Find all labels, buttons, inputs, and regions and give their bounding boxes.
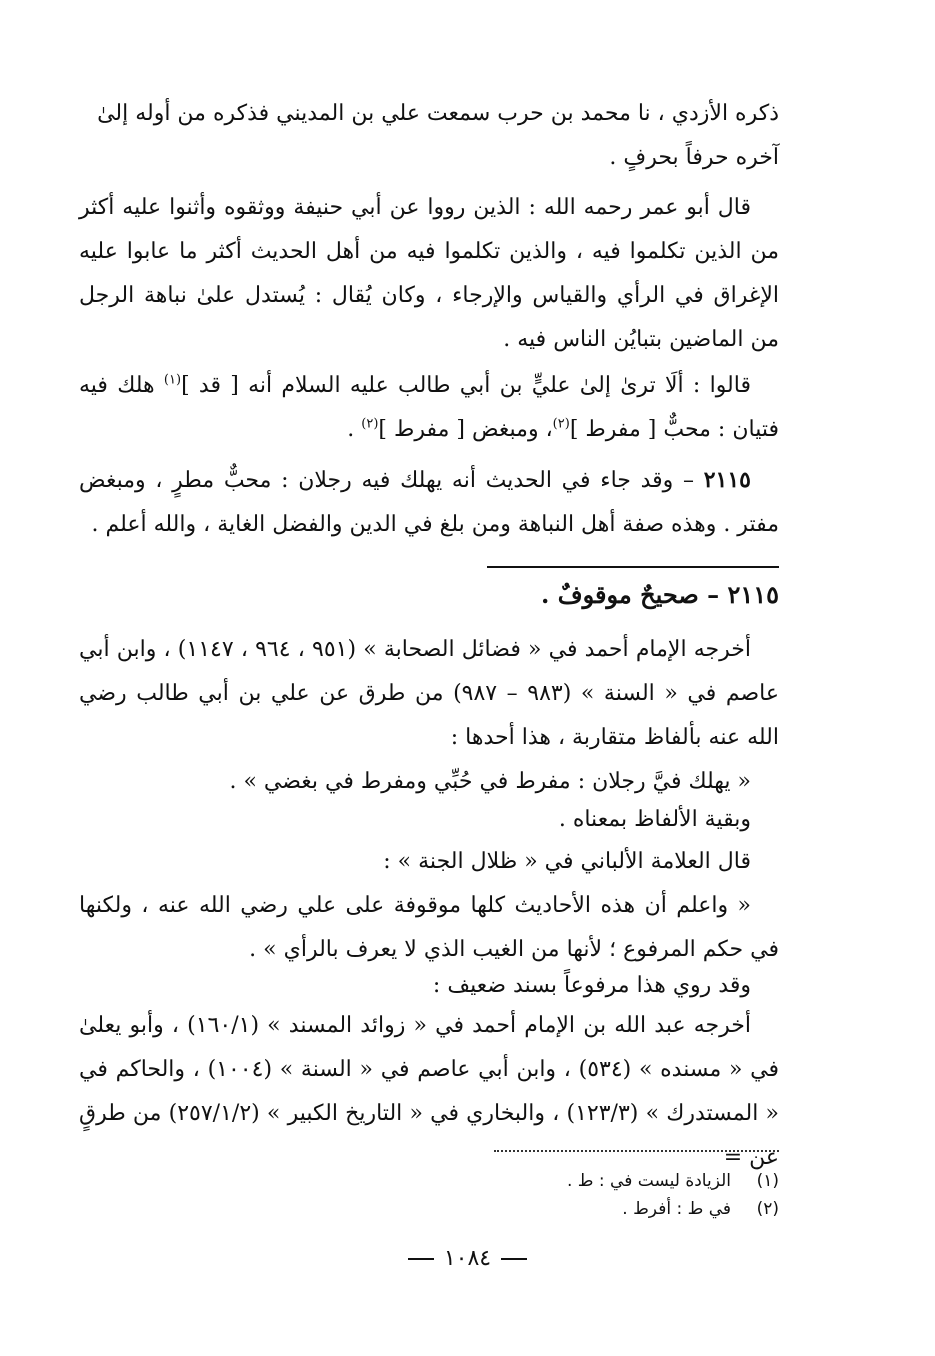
footnote-ref-2: (٢)	[552, 416, 570, 432]
commentary-quote-2: « واعلم أن هذه الأحاديث كلها موقوفة على علي رضي الله عنه ، ولكنها في حكم المرفوع ؛ لأنها من الغيب الذي لا يعرف بالرأي » .	[79, 893, 779, 962]
footnote-1-text: الزيادة ليست في : ط .	[566, 1171, 731, 1191]
paragraph-1-line-1: ذكره الأزدي ، نا محمد بن حرب سمعت علي بن المديني فذكره من أوله إلىٰ	[97, 101, 779, 126]
commentary-heading-number: ٢١١٥	[727, 580, 779, 609]
commentary-paragraph-3: قال العلامة الألباني في « ظلال الجنة » :	[383, 849, 751, 874]
footnote-ref-1: (١)	[163, 372, 182, 388]
paragraph-3-part-d: .	[347, 417, 362, 442]
hadith-number: ٢١١٥	[703, 467, 751, 493]
page-number-dash-right	[501, 1258, 527, 1260]
commentary-paragraph-1: أخرجه الإمام أحمد في « فضائل الصحابة » (٩٥١ ، ٩٦٤ ، ١١٤٧) ، وابن أبي عاصم في « السنة » (٩٨٣ – ٩٨٧) من طرق عن علي بن أبي طالب رضي الله عنه بألفاظ متقاربة ، هذا أحدها :	[79, 637, 779, 750]
commentary-paragraph-2: وبقية الألفاظ بمعناه .	[558, 807, 751, 832]
footnote-2-text: في ط : أفرط .	[622, 1199, 731, 1219]
commentary-paragraph-5: أخرجه عبد الله بن الإمام أحمد في « زوائد المسند » (١٦٠/١) ، وأبو يعلىٰ في « مسنده » (٥٣٤) ، وابن أبي عاصم في « السنة » (١٠٠٤) ، والحاكم في « المستدرك » (١٢٣/٣) ، والبخاري في « التاريخ الكبير » (٢٥٧/١/٢) من طرقٍ عن =	[79, 1013, 780, 1170]
footnote-1	[379, 1168, 779, 1194]
paragraph-2: قال أبو عمر رحمه الله : الذين رووا عن أبي حنيفة ووثقوه وأثنوا عليه أكثر من الذين تكلموا فيه ، والذين تكلموا فيه من أهل الحديث أكثر ما عابوا عليه الإغراق في الرأي والقياس والإرجاء ، وكان يُقال : يُستدل علىٰ نباهة الرجل من الماضين بتبايُن الناس فيه .	[79, 195, 779, 352]
commentary-quote-1: « يهلك فيَّ رجلان : مفرط في حُبِّي ومفرط في بغضي » .	[229, 769, 751, 794]
footnote-1-number: (١)	[756, 1171, 779, 1191]
paragraph-1	[79, 92, 779, 180]
page-number	[0, 1246, 935, 1271]
page-number-value: ١٠٨٤	[443, 1246, 492, 1271]
section-divider	[487, 566, 779, 568]
commentary-heading	[541, 580, 779, 609]
paragraph-1-line-2: آخره حرفاً بحرفٍ .	[609, 145, 779, 170]
paragraph-3	[79, 364, 779, 452]
page-number-dash-left	[408, 1258, 434, 1260]
footnote-separator	[494, 1150, 779, 1152]
paragraph-3-part-a: قالوا : ألَا ترىٰ إلىٰ عليٍّ بن أبي طالب عليه السلام أنه [ قد ]	[181, 373, 751, 398]
paragraph-3-part-c: ، ومبغض [ مفرط ]	[378, 417, 553, 442]
hadith-text: – وقد جاء في الحديث أنه يهلك فيه رجلان : محبٌّ مطرٍ ، ومبغض مفتر . وهذه صفة أهل النباهة ومن بلغ في الدين والفضل الغاية ، والله أعلم .	[79, 468, 779, 537]
footnote-ref-2b: (٢)	[361, 416, 379, 432]
hadith-entry-2115	[79, 458, 779, 547]
commentary-heading-text: – صحيحٌ موقوفٌ .	[541, 580, 728, 609]
paragraph-3-part-b: هلك فيه فتيان : محبٌّ [ مفرط ]	[79, 373, 779, 442]
footnote-2	[379, 1196, 779, 1222]
commentary-paragraph-4: وقد روي هذا مرفوعاً بسند ضعيف :	[432, 973, 751, 998]
footnote-2-number: (٢)	[756, 1199, 779, 1219]
